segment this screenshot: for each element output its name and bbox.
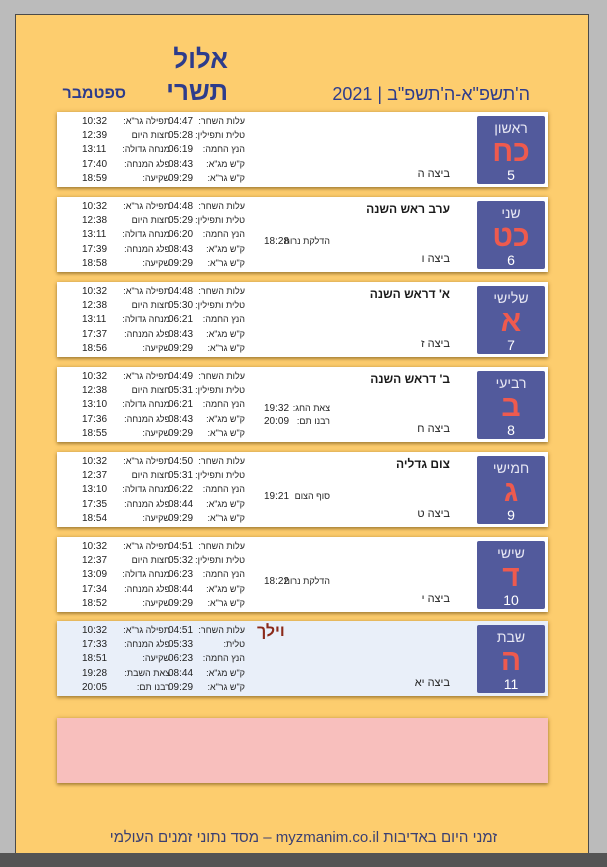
zman-value: 12:38 xyxy=(82,215,108,227)
zman-label: שקיעה: xyxy=(142,172,170,183)
zman-label: חצות היום xyxy=(131,470,170,481)
window-bottom-bar xyxy=(0,853,607,867)
zman-value: 18:56 xyxy=(82,342,108,354)
zman-value: 09:29 xyxy=(168,342,194,354)
zman-value: 20:05 xyxy=(82,681,108,693)
footer-credit: זמני היום באדיבות myzmanim.co.il – מסד נתוני זמנים העולמי xyxy=(109,829,498,846)
zman-label: תפילה גר"א: xyxy=(123,201,170,211)
zman-value: 09:29 xyxy=(168,427,194,439)
gregorian-date: 9 xyxy=(507,507,515,523)
day-event: ב' דראש השנה xyxy=(370,372,450,386)
zmanim-table xyxy=(57,539,257,611)
zman-label: עלות השחר: xyxy=(198,286,245,296)
zman-label: שקיעה: xyxy=(142,427,170,438)
zman-value: 06:22 xyxy=(168,484,194,496)
day-of-week: שלישי xyxy=(493,290,529,306)
gregorian-date: 5 xyxy=(507,167,515,183)
zman-value: 05:31 xyxy=(168,470,194,482)
zman-value: 06:23 xyxy=(168,569,194,581)
zman-label: ק"ש מג"א: xyxy=(206,243,245,254)
zman-label: פלג המנחה: xyxy=(124,583,170,594)
zman-label: תפילה גר"א: xyxy=(123,116,170,126)
zman-label: ק"ש מג"א: xyxy=(206,583,245,594)
day-omer: ביצה ט xyxy=(417,508,450,520)
zmanim-row xyxy=(57,513,257,527)
zman-value: 06:21 xyxy=(168,314,194,326)
zmanim-row xyxy=(57,653,257,667)
zmanim-table xyxy=(57,454,257,526)
zmanim-row xyxy=(57,484,257,498)
zman-value: 10:32 xyxy=(82,286,108,297)
gregorian-date: 7 xyxy=(507,337,515,353)
zman-value: 08:43 xyxy=(168,413,194,425)
zman-value: 13:11 xyxy=(82,144,107,156)
special-time-value: 20:09 xyxy=(264,416,290,427)
special-time-value: 18:28 xyxy=(264,236,290,247)
day-event: צום גדליה xyxy=(396,457,450,471)
zmanim-row xyxy=(57,258,257,272)
zman-value: 04:47 xyxy=(168,116,194,127)
hebrew-date: ג xyxy=(503,475,519,508)
day-omer: ביצה יא xyxy=(414,677,450,689)
zman-label: טלית: xyxy=(223,639,245,650)
date-box xyxy=(477,116,545,184)
zman-label: טלית ותפילין: xyxy=(195,215,245,226)
day-omer: ביצה ו xyxy=(421,253,450,265)
special-time-label: הדלקת נרות xyxy=(283,236,330,246)
gregorian-date: 8 xyxy=(507,422,515,438)
zman-value: 06:23 xyxy=(168,653,194,665)
day-card-10 xyxy=(57,537,548,612)
zman-label: מנחה גדולה: xyxy=(122,399,170,410)
zman-label: תפילה גר"א: xyxy=(123,625,170,635)
zman-label: מנחה גדולה: xyxy=(122,229,170,240)
zmanim-row xyxy=(57,244,257,258)
zman-value: 17:33 xyxy=(82,639,108,651)
zmanim-row xyxy=(57,414,257,428)
zman-label: ק"ש גר"א: xyxy=(207,427,245,438)
zman-label: מנחה גדולה: xyxy=(122,144,170,155)
zman-value: 17:36 xyxy=(82,413,108,425)
zmanim-row xyxy=(57,598,257,612)
zman-label: הנץ החמה: xyxy=(202,653,245,664)
zmanim-row xyxy=(57,329,257,343)
zman-value: 05:32 xyxy=(168,555,194,567)
date-box xyxy=(477,371,545,439)
zman-value: 08:44 xyxy=(168,667,194,679)
zman-value: 12:37 xyxy=(82,555,108,567)
hebrew-date: כח xyxy=(492,135,530,168)
zman-label: טלית ותפילין: xyxy=(195,300,245,311)
day-event: א' דראש השנה xyxy=(369,287,450,301)
zman-label: חצות היום xyxy=(131,300,170,311)
day-of-week: שני xyxy=(501,205,521,221)
gregorian-date: 6 xyxy=(507,252,515,268)
zman-value: 10:32 xyxy=(82,116,108,127)
special-time-value: 19:32 xyxy=(264,403,290,414)
zman-value: 06:21 xyxy=(168,399,194,411)
zmanim-row xyxy=(57,428,257,442)
zmanim-row xyxy=(57,541,257,555)
zman-value: 10:32 xyxy=(82,371,108,382)
zman-label: שקיעה: xyxy=(142,512,170,523)
zmanim-row xyxy=(57,385,257,399)
zman-value: 08:44 xyxy=(168,583,194,595)
date-box xyxy=(477,286,545,354)
zman-value: 13:10 xyxy=(82,484,108,496)
zmanim-row xyxy=(57,625,257,639)
special-time-value: 19:21 xyxy=(264,491,290,502)
zman-value: 18:54 xyxy=(82,512,108,524)
zmanim-row xyxy=(57,229,257,243)
hebrew-month-1: אלול xyxy=(173,44,228,74)
zmanim-row xyxy=(57,116,257,130)
zman-value: 04:51 xyxy=(168,625,194,636)
zman-value: 17:37 xyxy=(82,328,108,340)
zman-label: שקיעה: xyxy=(142,342,170,353)
zman-value: 18:51 xyxy=(82,653,108,665)
zman-value: 05:28 xyxy=(168,130,194,142)
day-omer: ביצה י xyxy=(421,593,450,605)
day-card-11 xyxy=(57,621,548,696)
zman-label: ק"ש גר"א: xyxy=(207,681,245,692)
hebrew-date: ד xyxy=(502,560,520,593)
zmanim-row xyxy=(57,159,257,173)
hebrew-date: כט xyxy=(492,220,530,253)
zmanim-row xyxy=(57,371,257,385)
zman-label: פלג המנחה: xyxy=(124,158,170,169)
zman-value: 10:32 xyxy=(82,201,108,212)
special-time-label: הדלקת נרות xyxy=(283,576,330,586)
zman-label: טלית ותפילין: xyxy=(195,130,245,141)
zman-value: 08:43 xyxy=(168,158,194,170)
zmanim-table xyxy=(57,114,257,186)
day-card-5 xyxy=(57,112,548,187)
zman-value: 09:29 xyxy=(168,512,194,524)
zman-label: ק"ש מג"א: xyxy=(206,328,245,339)
zman-label: פלג המנחה: xyxy=(124,413,170,424)
zman-value: 10:32 xyxy=(82,456,108,467)
zmanim-row xyxy=(57,682,257,696)
zmanim-row xyxy=(57,555,257,569)
day-card-9 xyxy=(57,452,548,527)
zman-label: טלית ותפילין: xyxy=(195,555,245,566)
zman-label: פלג המנחה: xyxy=(124,498,170,509)
zman-label: הנץ החמה: xyxy=(202,144,245,155)
zmanim-table xyxy=(57,369,257,441)
zman-value: 04:48 xyxy=(168,286,194,297)
hebrew-month-2: תשרי xyxy=(166,76,228,106)
day-omer: ביצה ז xyxy=(420,338,450,350)
day-of-week: חמישי xyxy=(492,460,530,476)
zman-value: 12:39 xyxy=(82,130,108,142)
zman-value: 12:38 xyxy=(82,300,108,312)
zman-label: פלג המנחה: xyxy=(124,243,170,254)
zman-value: 05:30 xyxy=(168,300,194,312)
zman-label: ק"ש גר"א: xyxy=(207,172,245,183)
gregorian-month: ספטמבר xyxy=(62,85,126,102)
zman-label: הנץ החמה: xyxy=(202,229,245,240)
day-of-week: שבת xyxy=(496,629,526,645)
zman-value: 17:35 xyxy=(82,498,108,510)
zman-value: 18:58 xyxy=(82,257,108,269)
zman-label: חצות היום xyxy=(131,215,170,226)
day-omer: ביצה ה xyxy=(417,168,450,180)
zman-value: 09:29 xyxy=(168,257,194,269)
gregorian-date: 10 xyxy=(503,592,519,608)
zman-value: 08:44 xyxy=(168,498,194,510)
zman-label: עלות השחר: xyxy=(198,625,245,635)
date-box xyxy=(477,456,545,524)
zman-label: ק"ש מג"א: xyxy=(206,498,245,509)
notes-box xyxy=(57,718,548,783)
zman-label: תפילה גר"א: xyxy=(123,456,170,466)
zman-label: פלג המנחה: xyxy=(124,328,170,339)
day-card-6 xyxy=(57,197,548,272)
zman-value: 13:09 xyxy=(82,569,108,581)
zmanim-row xyxy=(57,300,257,314)
zman-label: הנץ החמה: xyxy=(202,314,245,325)
special-time-label: סוף הצום xyxy=(294,491,330,501)
zman-label: ק"ש גר"א: xyxy=(207,257,245,268)
zman-label: טלית ותפילין: xyxy=(195,470,245,481)
zman-value: 17:40 xyxy=(82,158,108,170)
zman-label: הנץ החמה: xyxy=(202,569,245,580)
zman-label: ק"ש מג"א: xyxy=(206,667,245,678)
zman-label: עלות השחר: xyxy=(198,456,245,466)
zman-label: עלות השחר: xyxy=(198,541,245,551)
zmanim-row xyxy=(57,569,257,583)
zman-value: 19:28 xyxy=(82,667,108,679)
zman-value: 10:32 xyxy=(82,625,108,636)
zman-label: מנחה גדולה: xyxy=(122,484,170,495)
zmanim-row xyxy=(57,399,257,413)
zmanim-row xyxy=(57,343,257,357)
zman-value: 09:29 xyxy=(168,597,194,609)
zman-label: ק"ש גר"א: xyxy=(207,512,245,523)
day-card-7 xyxy=(57,282,548,357)
zman-value: 12:38 xyxy=(82,385,108,397)
zman-value: 06:20 xyxy=(168,229,194,241)
zman-value: 05:29 xyxy=(168,215,194,227)
zmanim-row xyxy=(57,215,257,229)
zman-value: 17:34 xyxy=(82,583,108,595)
hebrew-date: ב xyxy=(501,390,521,423)
day-card-8 xyxy=(57,367,548,442)
zman-label: חצות היום xyxy=(131,130,170,141)
zmanim-table xyxy=(57,623,257,695)
zman-label: שקיעה: xyxy=(142,257,170,268)
zman-label: ק"ש גר"א: xyxy=(207,342,245,353)
zman-label: חצות היום xyxy=(131,385,170,396)
zman-label: צאת השבת: xyxy=(124,667,170,678)
parasha-name: וילך xyxy=(257,623,285,640)
zman-label: ק"ש מג"א: xyxy=(206,413,245,424)
zman-label: חצות היום xyxy=(131,555,170,566)
day-of-week: רביעי xyxy=(495,375,527,391)
zmanim-row xyxy=(57,456,257,470)
zman-label: תפילה גר"א: xyxy=(123,371,170,381)
zman-value: 13:10 xyxy=(82,399,108,411)
zman-label: תפילה גר"א: xyxy=(123,541,170,551)
zman-value: 04:49 xyxy=(168,371,194,382)
zman-value: 05:31 xyxy=(168,385,194,397)
zman-value: 10:32 xyxy=(82,541,108,552)
zmanim-row xyxy=(57,201,257,215)
zman-label: עלות השחר: xyxy=(198,116,245,126)
hebrew-date: ה xyxy=(500,644,522,677)
zman-label: פלג המנחה: xyxy=(124,639,170,650)
year-range: ה'תשפ"א-ה'תשפ"ב | 2021 xyxy=(332,84,530,104)
zman-value: 08:43 xyxy=(168,328,194,340)
zman-label: ק"ש מג"א: xyxy=(206,158,245,169)
day-of-week: שישי xyxy=(497,545,525,561)
zman-value: 13:11 xyxy=(82,229,107,241)
zmanim-row xyxy=(57,668,257,682)
zmanim-row xyxy=(57,584,257,598)
gregorian-date: 11 xyxy=(503,676,519,692)
zman-label: ק"ש גר"א: xyxy=(207,597,245,608)
zmanim-row xyxy=(57,144,257,158)
zman-label: רבנו תם: xyxy=(136,681,170,692)
date-box xyxy=(477,201,545,269)
zmanim-row xyxy=(57,173,257,187)
day-omer: ביצה ח xyxy=(417,423,450,435)
zmanim-row xyxy=(57,639,257,653)
zman-label: הנץ החמה: xyxy=(202,484,245,495)
zmanim-row xyxy=(57,286,257,300)
zman-value: 18:52 xyxy=(82,597,108,609)
zmanim-row xyxy=(57,499,257,513)
zman-label: עלות השחר: xyxy=(198,201,245,211)
zmanim-table xyxy=(57,284,257,356)
zman-label: שקיעה: xyxy=(142,653,170,664)
zman-value: 09:29 xyxy=(168,681,194,693)
special-time-label: צאת החג: xyxy=(292,403,330,413)
day-of-week: ראשון xyxy=(494,120,528,136)
zman-value: 17:39 xyxy=(82,243,108,255)
zman-label: מנחה גדולה: xyxy=(122,314,170,325)
zman-label: מנחה גדולה: xyxy=(122,569,170,580)
date-box xyxy=(477,541,545,609)
zman-value: 18:55 xyxy=(82,427,108,439)
zman-value: 08:43 xyxy=(168,243,194,255)
zman-value: 09:29 xyxy=(168,172,194,184)
zman-label: טלית ותפילין: xyxy=(195,385,245,396)
date-box xyxy=(477,625,545,693)
zman-label: שקיעה: xyxy=(142,597,170,608)
zman-label: הנץ החמה: xyxy=(202,399,245,410)
zmanim-row xyxy=(57,314,257,328)
zmanim-row xyxy=(57,130,257,144)
day-event: ערב ראש השנה xyxy=(366,202,450,216)
special-time-label: רבנו תם: xyxy=(296,416,330,426)
zman-value: 04:50 xyxy=(168,456,194,467)
special-time-value: 18:22 xyxy=(264,576,290,587)
zman-value: 18:59 xyxy=(82,172,108,184)
zman-value: 04:48 xyxy=(168,201,194,212)
zman-value: 04:51 xyxy=(168,541,194,552)
zmanim-row xyxy=(57,470,257,484)
zman-value: 05:33 xyxy=(168,639,194,651)
zman-label: תפילה גר"א: xyxy=(123,286,170,296)
zman-label: עלות השחר: xyxy=(198,371,245,381)
zman-value: 06:19 xyxy=(168,144,194,156)
zmanim-table xyxy=(57,199,257,271)
hebrew-date: א xyxy=(500,305,522,338)
zman-value: 12:37 xyxy=(82,470,108,482)
zman-value: 13:11 xyxy=(82,314,107,326)
